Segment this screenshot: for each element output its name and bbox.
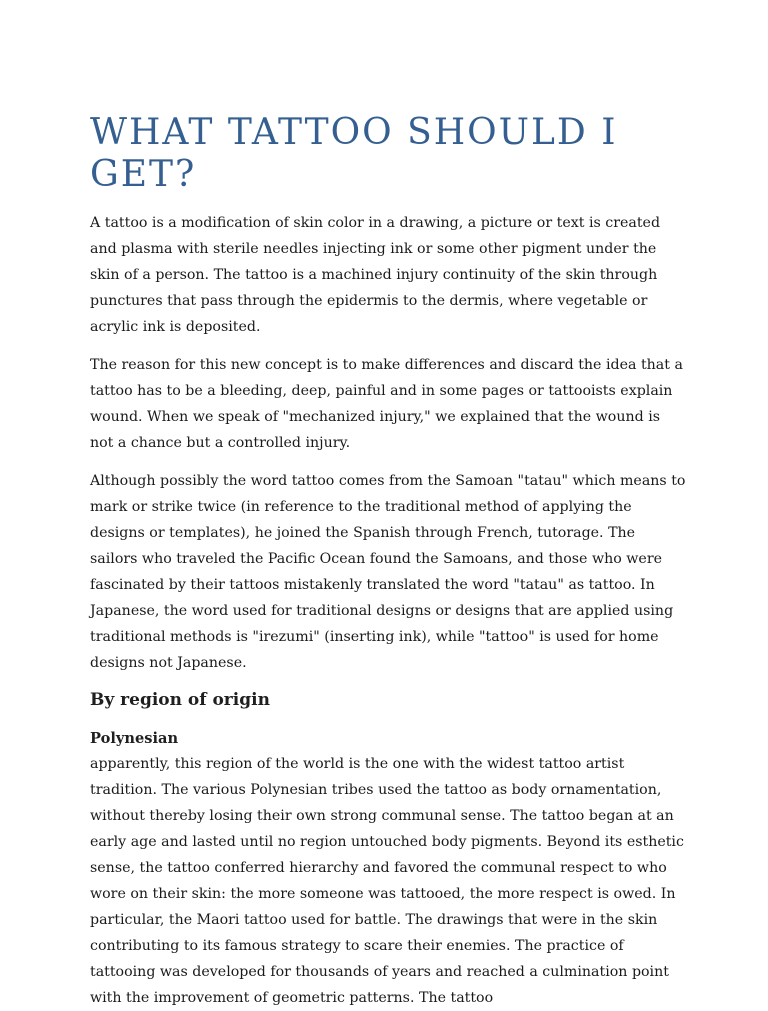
paragraph-polynesian: apparently, this region of the world is the one with the widest tattoo artist tradition. The various Polynesian tribes used the tattoo as body ornamentation, without thereby losing their own strong communal sense. The tattoo began at an early age and lasted until no region untouched body pigments. Beyond its esthetic sense, the tattoo conferred hierarchy and favored the communal respect to who wore on their skin: the more someone was tattooed, the more respect is owed. In particular, the Maori tattoo used for battle. The drawings that were in the skin contributing to its famous strategy to scare their enemies. The practice of tattooing was developed for thousands of years and reached a culmination point with the improvement of geometric patterns. The tattoo — [90, 756, 684, 1006]
paragraph-definition: A tattoo is a modification of skin color in a drawing, a picture or text is created and plasma with sterile needles injecting ink or some other pigment under the skin of a person. The tattoo is a machined injury continuity of the skin through punctures that pass through the epidermis to the dermis, where vegetable or acrylic ink is deposited. — [90, 215, 661, 335]
document-title: WHAT TATTOO SHOULD I GET? — [90, 112, 618, 195]
paragraph-concept: The reason for this new concept is to make differences and discard the idea that a tattoo has to be a bleeding, deep, painful and in some pages or tattooists explain wound. When we speak of "mechanized injury," we explained that the wound is not a chance but a controlled injury. — [90, 357, 683, 451]
subsection-polynesian — [90, 726, 686, 1011]
subsection-heading-polynesian: Polynesian — [90, 730, 179, 747]
paragraph-etymology: Although possibly the word tattoo comes from the Samoan "tatau" which means to mark or strike twice (in reference to the traditional method of applying the designs or templates), he joined the Spanish through French, tutorage. The sailors who traveled the Pacific Ocean found the Samoans, and those who were fascinated by their tattoos mistakenly translated the word "tatau" as tattoo. In Japanese, the word used for traditional designs or designs that are applied using traditional methods is "irezumi" (inserting ink), while "tattoo" is used for home designs not Japanese. — [90, 473, 686, 671]
section-heading-region: By region of origin — [90, 690, 270, 710]
document-body — [90, 112, 686, 1011]
